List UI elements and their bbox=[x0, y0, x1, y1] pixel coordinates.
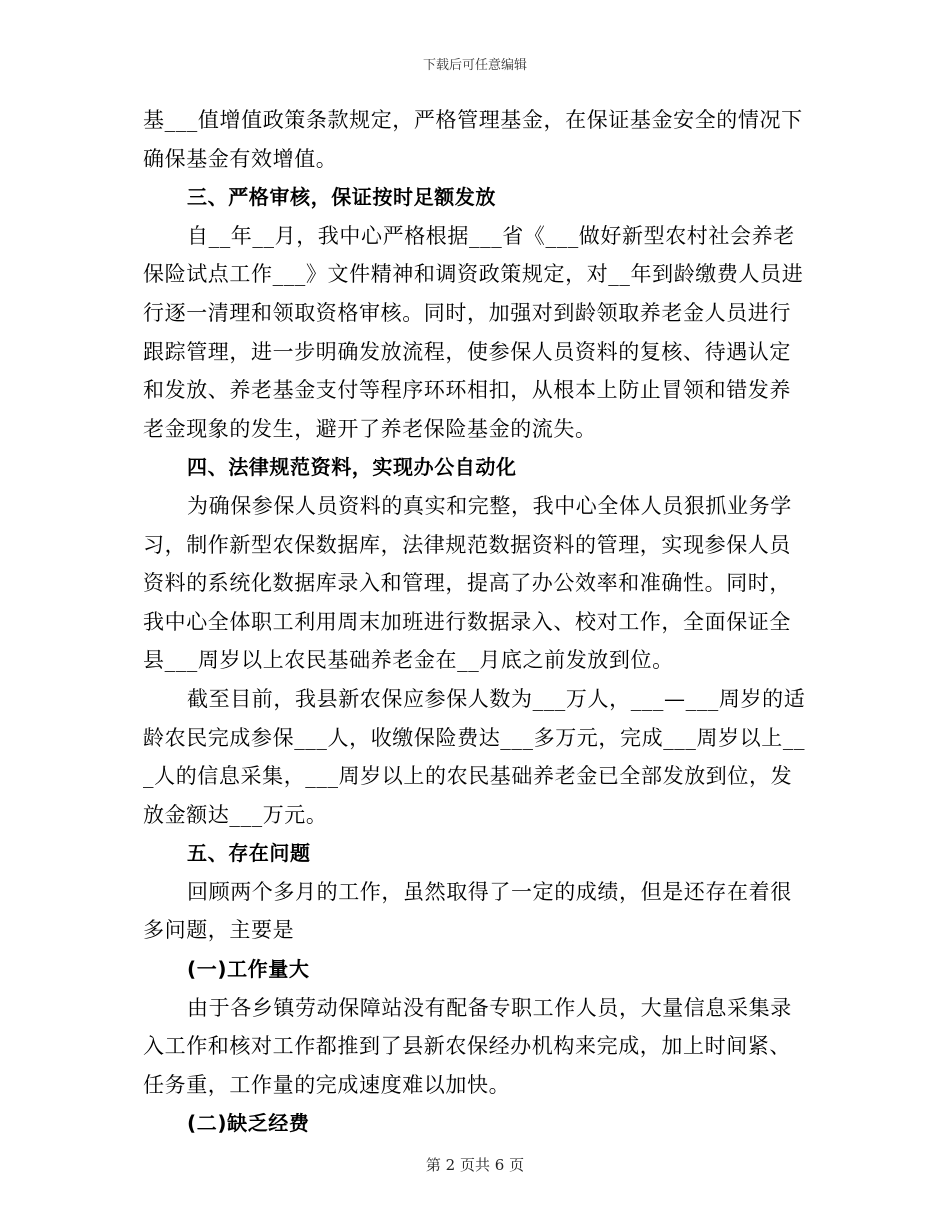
body-line: 回顾两个多月的工作，虽然取得了一定的成绩，但是还存在着很 bbox=[187, 879, 792, 904]
header-note: 下载后可任意编辑 bbox=[422, 58, 527, 73]
body-line: 截至目前，我县新农保应参保人数为___万人，___—___周岁的适 bbox=[187, 686, 806, 711]
body-line: 行逐一清理和领取资格审核。同时，加强对到龄领取养老金人员进行 bbox=[143, 300, 791, 325]
body-line: 保险试点工作___》文件精神和调资政策规定，对__年到龄缴费人员进 bbox=[143, 262, 804, 287]
subsection-heading: (一)工作量大 bbox=[187, 957, 310, 982]
body-line: 由于各乡镇劳动保障站没有配备专职工作人员，大量信息采集录 bbox=[187, 995, 792, 1020]
section-heading: 五、存在问题 bbox=[187, 841, 311, 866]
body-line: 多问题，主要是 bbox=[143, 918, 295, 943]
body-line: 基___值增值政策条款规定，严格管理基金，在保证基金安全的情况下 bbox=[143, 108, 803, 132]
body-line: 和发放、养老基金支付等程序环环相扣，从根本上防止冒领和错发养 bbox=[143, 378, 791, 403]
body-line: 为确保参保人员资料的真实和完整，我中心全体人员狠抓业务学 bbox=[187, 493, 792, 518]
body-line: 县___周岁以上农民基础养老金在__月底之前发放到位。 bbox=[143, 648, 674, 673]
body-line: 放金额达___万元。 bbox=[143, 802, 328, 827]
body-line: 跟踪管理，进一步明确发放流程，使参保人员资料的复核、待遇认定 bbox=[143, 339, 791, 364]
body-line: 确保基金有效增值。 bbox=[143, 146, 338, 171]
body-line: 自__年__月，我中心严格根据___省《___做好新型农村社会养老 bbox=[187, 223, 795, 248]
page-number: 第 2 页共 6 页 bbox=[425, 1156, 525, 1174]
section-heading: 四、法律规范资料，实现办公自动化 bbox=[187, 455, 517, 480]
body-line: 习，制作新型农保数据库，法律规范数据资料的管理，实现参保人员 bbox=[143, 532, 791, 557]
body-line: _人的信息采集，___周岁以上的农民基础养老金已全部发放到位，发 bbox=[143, 764, 793, 789]
subsection-heading: (二)缺乏经费 bbox=[187, 1111, 310, 1136]
body-line: 任务重，工作量的完成速度难以加快。 bbox=[143, 1072, 511, 1097]
document-body bbox=[143, 101, 807, 1143]
body-line: 入工作和核对工作都推到了县新农保经办机构来完成，加上时间紧、 bbox=[143, 1034, 791, 1059]
body-line: 我中心全体职工利用周末加班进行数据录入、校对工作，全面保证全 bbox=[143, 609, 791, 634]
section-heading: 三、严格审核，保证按时足额发放 bbox=[187, 185, 496, 210]
body-line: 龄农民完成参保___人，收缴保险费达___多万元，完成___周岁以上__ bbox=[143, 725, 806, 750]
body-line: 资料的系统化数据库录入和管理，提高了办公效率和准确性。同时， bbox=[143, 571, 791, 596]
body-line: 老金现象的发生，避开了养老保险基金的流失。 bbox=[143, 416, 597, 441]
